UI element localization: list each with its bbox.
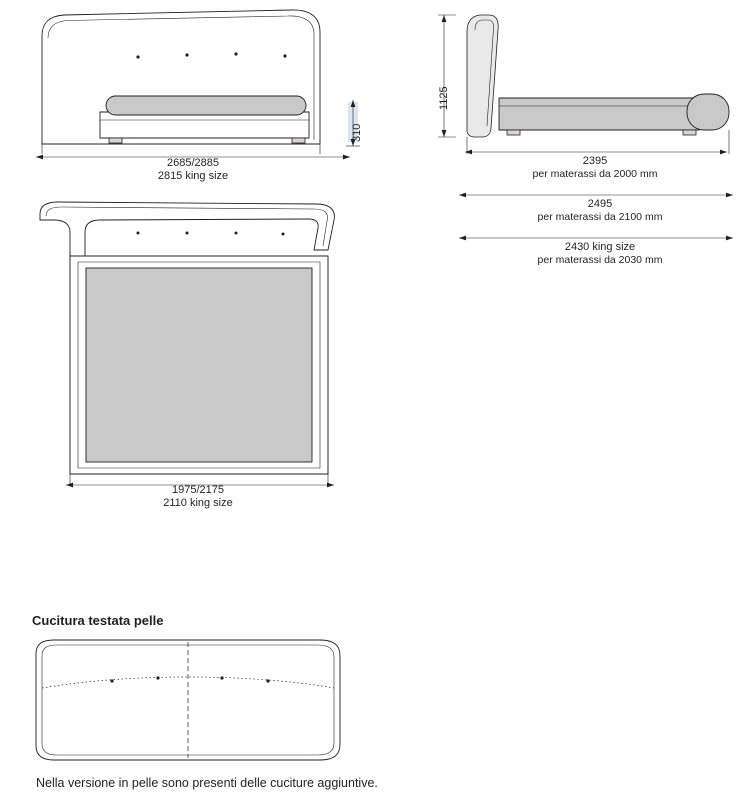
side-depth-1-dimension	[455, 146, 735, 180]
front-height-label: 310	[351, 123, 363, 142]
side-height-dimension	[424, 10, 452, 150]
top-plan-drawing	[28, 198, 358, 488]
side-depth-2-dimension	[455, 189, 745, 223]
front-elevation-drawing	[28, 8, 358, 153]
top-width-king-label: 2110 king size	[163, 497, 233, 509]
side-elevation-view	[455, 8, 735, 153]
front-width-primary-label: 2685/2885	[167, 157, 219, 169]
side-depth-1-note: per materassi da 2000 mm	[532, 168, 658, 180]
side-depth-2-note: per materassi da 2100 mm	[537, 211, 663, 223]
side-depth-1-value: 2395	[582, 155, 608, 167]
stitching-section-title: Cucitura testata pelle	[32, 613, 164, 628]
stitching-detail-view	[30, 636, 350, 766]
top-plan-view	[28, 198, 358, 509]
side-elevation-drawing	[455, 8, 735, 158]
stitching-detail-drawing	[30, 636, 350, 766]
side-height-dimension-line	[424, 10, 452, 150]
side-depth-2-value: 2495	[587, 198, 613, 210]
side-depth-3-value: 2430 king size	[564, 241, 636, 253]
side-height-label: 1125	[438, 86, 450, 110]
stitching-footnote: Nella versione in pelle sono presenti delle cuciture aggiuntive.	[36, 776, 378, 790]
front-width-king-label: 2815 king size	[157, 170, 229, 182]
top-width-primary-label: 1975/2175	[172, 484, 224, 496]
side-depth-3-note: per materassi da 2030 mm	[537, 254, 663, 266]
side-depth-3-dimension	[455, 232, 745, 266]
front-height-dimension	[340, 100, 364, 150]
front-elevation-view	[28, 8, 358, 182]
